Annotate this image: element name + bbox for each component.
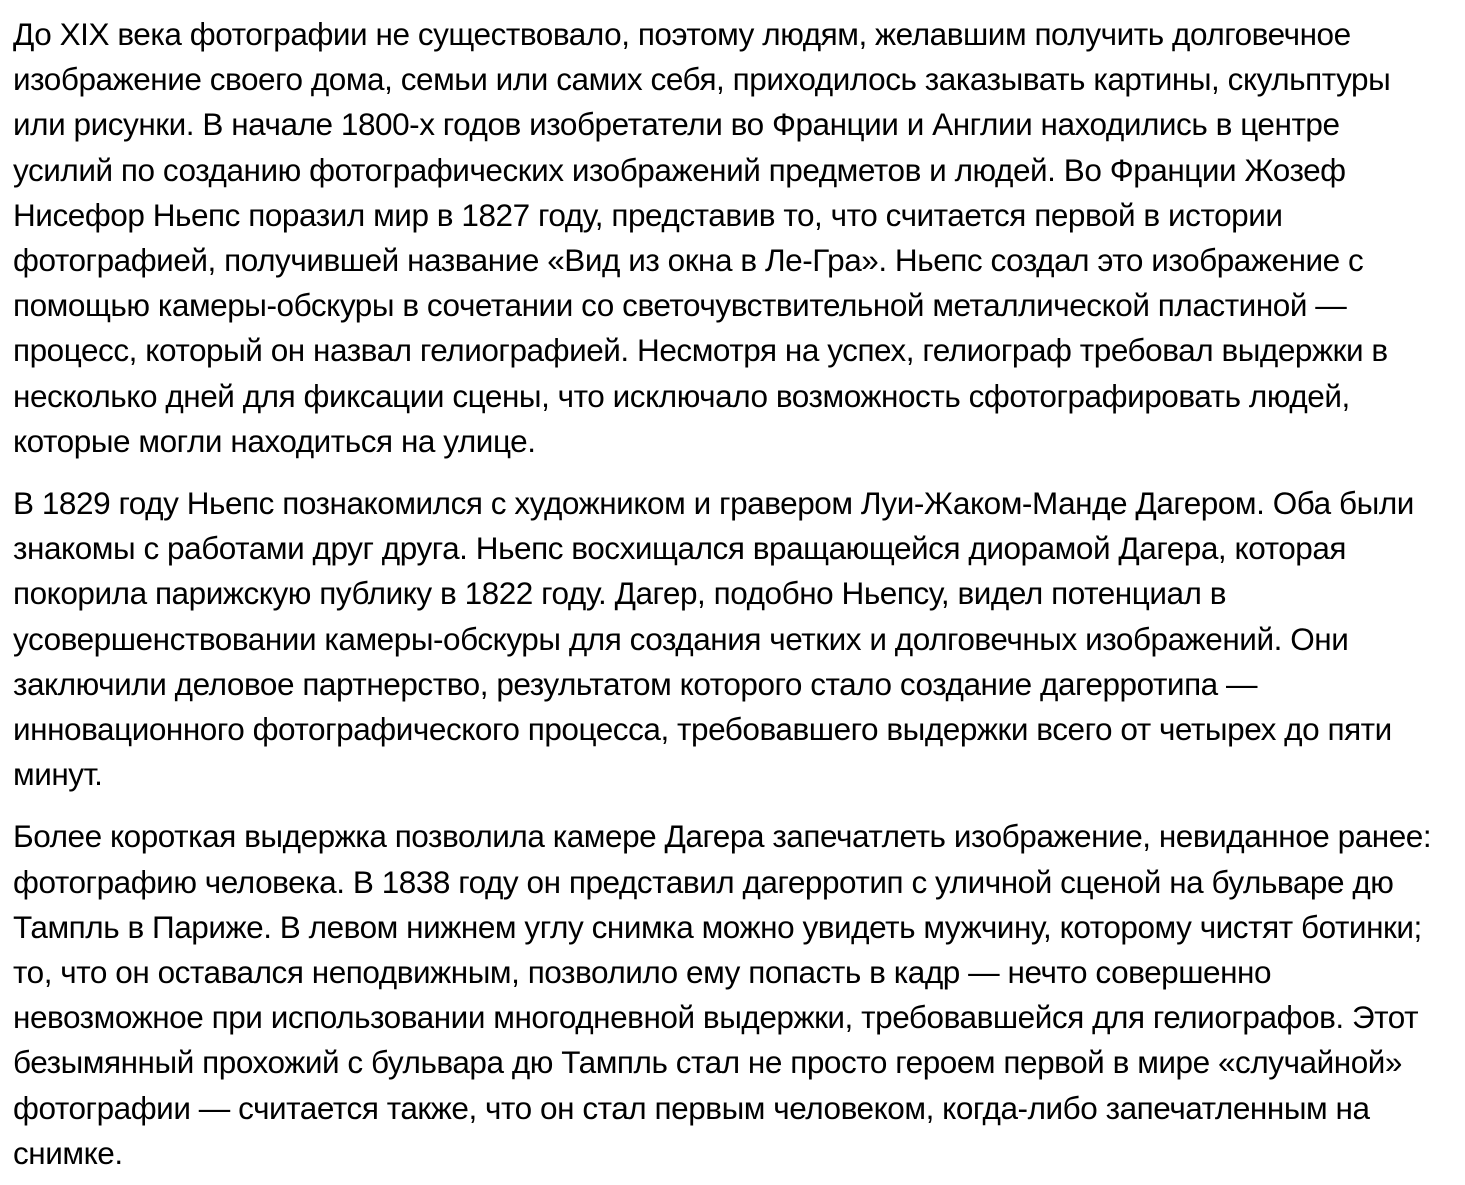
paragraph-boulevard-du-temple: Более короткая выдержка позволила камере Дагера запечатлеть изображение, невиданное ранее: фотографию человека. В 1838 году он представил дагерротип с уличной сценой на бульваре дю Тампль в Париже. В левом нижнем углу снимка можно увидеть мужчину, которому чистят ботинки; то, что он оставался неподвижным, позволило ему попасть в кадр — нечто совершенно невозможное при использовании многодневной выдержки, требовавшейся для гелиографов. Этот безымянный прохожий с бульвара дю Тампль стал не просто героем первой в мире «случайной» фотографии — считается также, что он стал первым человеком, когда-либо запечатленным на снимке. xyxy=(13,818,1432,1171)
paragraph-history-before-photography: До XIX века фотографии не существовало, поэтому людям, желавшим получить долговечное изображение своего дома, семьи или самих себя, приходилось заказывать картины, скульптуры или рисунки. В начале 1800-х годов изобретатели во Франции и Англии находились в центре усилий по созданию фотографических изображений предметов и людей. Во Франции Жозеф Нисефор Ньепс поразил мир в 1827 году, представив то, что считается первой в истории фотографией, получившей название «Вид из окна в Ле-Гра». Ньепс создал это изображение с помощью камеры-обскуры в сочетании со светочувствительной металлической пластиной — процесс, который он назвал гелиографией. Несмотря на успех, гелиограф требовал выдержки в несколько дней для фиксации сцены, что исключало возможность сфотографировать людей, которые могли находиться на улице. xyxy=(13,16,1391,459)
paragraph-niepce-daguerre-partnership: В 1829 году Ньепс познакомился с художником и гравером Луи-Жаком-Манде Дагером. Оба были знакомы с работами друг друга. Ньепс восхищался вращающейся диорамой Дагера, которая покорила парижскую публику в 1822 году. Дагер, подобно Ньепсу, видел потенциал в усовершенствовании камеры-обскуры для создания четких и долговечных изображений. Они заключили деловое партнерство, результатом которого стало создание дагерротипа — инновационного фотографического процесса, требовавшего выдержки всего от четырех до пяти минут. xyxy=(13,485,1414,793)
